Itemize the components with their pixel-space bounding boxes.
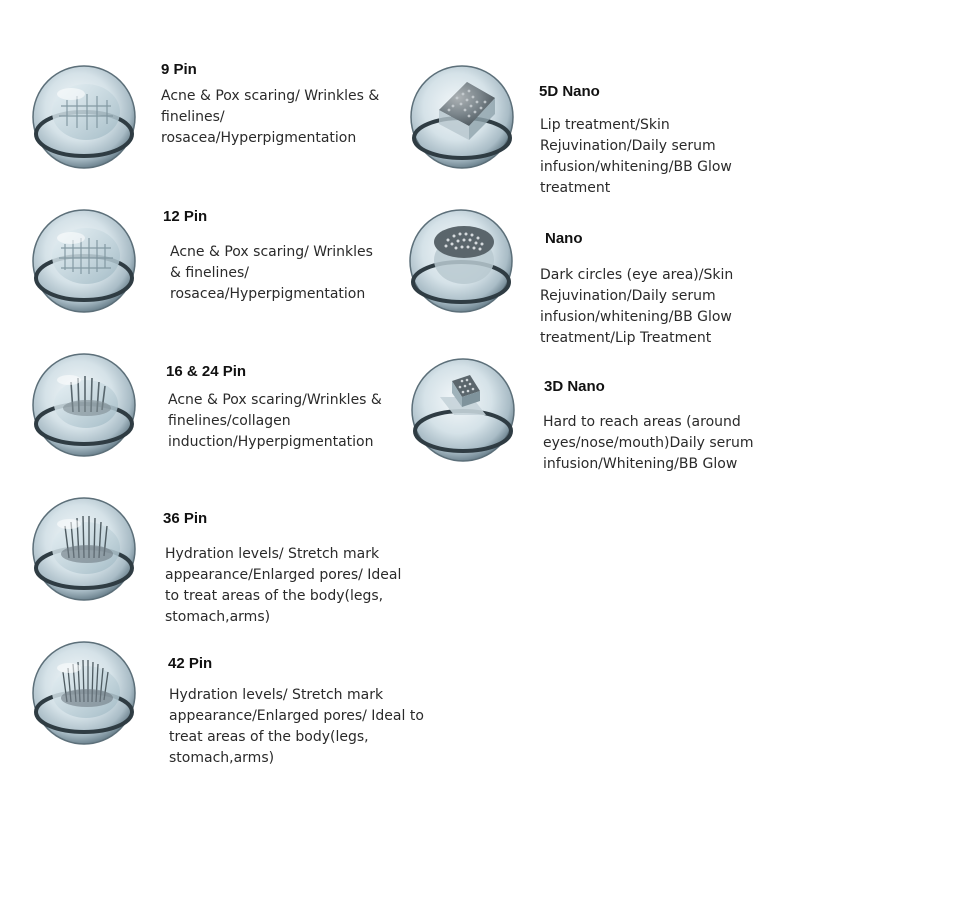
cartridge-title: Nano (545, 230, 583, 247)
cartridge-title: 12 Pin (163, 208, 208, 225)
cartridge-title: 42 Pin (168, 655, 213, 672)
description-line: Acne & Pox scaring/Wrinkles & (168, 392, 382, 408)
pin-cartridge-icon (31, 352, 137, 458)
description-line: eyes/nose/mouth)Daily serum (543, 435, 754, 451)
description-line: appearance/Enlarged pores/ Ideal to (169, 708, 424, 724)
cartridge-12-pin-image (31, 208, 137, 314)
description-line: infusion/whitening/BB Glow (540, 309, 732, 325)
cartridge-description (540, 115, 732, 199)
cartridge-42-pin-image (31, 640, 137, 746)
cartridge-description (165, 544, 401, 628)
pin-cartridge-icon (31, 208, 137, 314)
cartridge-description (161, 86, 379, 149)
cartridge-5d-nano-image (409, 64, 515, 170)
description-line: Hydration levels/ Stretch mark (165, 546, 380, 562)
description-line: Lip treatment/Skin (540, 117, 670, 133)
description-line: Rejuvination/Daily serum (540, 288, 716, 304)
description-line: Acne & Pox scaring/ Wrinkles & (161, 88, 380, 104)
cartridge-description (540, 265, 733, 349)
cartridge-title: 16 & 24 Pin (166, 363, 247, 380)
description-line: infusion/whitening/BB Glow (540, 159, 732, 175)
description-line: finelines/collagen (168, 413, 291, 429)
description-line: Rejuvination/Daily serum (540, 138, 716, 154)
cartridge-36-pin-image (31, 496, 137, 602)
description-line: finelines/ (161, 109, 225, 125)
description-line: rosacea/Hyperpigmentation (170, 286, 366, 302)
cartridge-description (543, 412, 754, 475)
nano-cartridge-icon (410, 357, 516, 463)
cartridge-3d-nano-image (410, 357, 516, 463)
cartridge-description (169, 685, 424, 769)
pin-cartridge-icon (31, 496, 137, 602)
description-line: induction/Hyperpigmentation (168, 434, 374, 450)
description-line: stomach,arms) (165, 609, 271, 625)
cartridge-9-pin-image (31, 64, 137, 170)
cartridge-nano-image (408, 208, 514, 314)
description-line: appearance/Enlarged pores/ Ideal (165, 567, 402, 583)
description-line: treatment/Lip Treatment (540, 330, 712, 346)
description-line: Dark circles (eye area)/Skin (540, 267, 734, 283)
description-line: infusion/Whitening/BB Glow (543, 456, 738, 472)
cartridge-description (170, 242, 373, 305)
description-line: Acne & Pox scaring/ Wrinkles (170, 244, 373, 260)
pin-cartridge-icon (31, 640, 137, 746)
nano-cartridge-icon (408, 208, 514, 314)
cartridge-title: 9 Pin (161, 61, 197, 78)
pin-cartridge-icon (31, 64, 137, 170)
description-line: treatment (540, 180, 611, 196)
cartridge-description (168, 390, 382, 453)
cartridge-title: 5D Nano (539, 83, 600, 100)
cartridge-title: 3D Nano (544, 378, 605, 395)
cartridge-16-24-pin-image (31, 352, 137, 458)
description-line: to treat areas of the body(legs, (165, 588, 384, 604)
description-line: treat areas of the body(legs, (169, 729, 369, 745)
description-line: Hydration levels/ Stretch mark (169, 687, 384, 703)
description-line: & finelines/ (170, 265, 249, 281)
description-line: rosacea/Hyperpigmentation (161, 130, 357, 146)
description-line: Hard to reach areas (around (543, 414, 741, 430)
cartridge-title: 36 Pin (163, 510, 208, 527)
nano-cartridge-icon (409, 64, 515, 170)
description-line: stomach,arms) (169, 750, 275, 766)
